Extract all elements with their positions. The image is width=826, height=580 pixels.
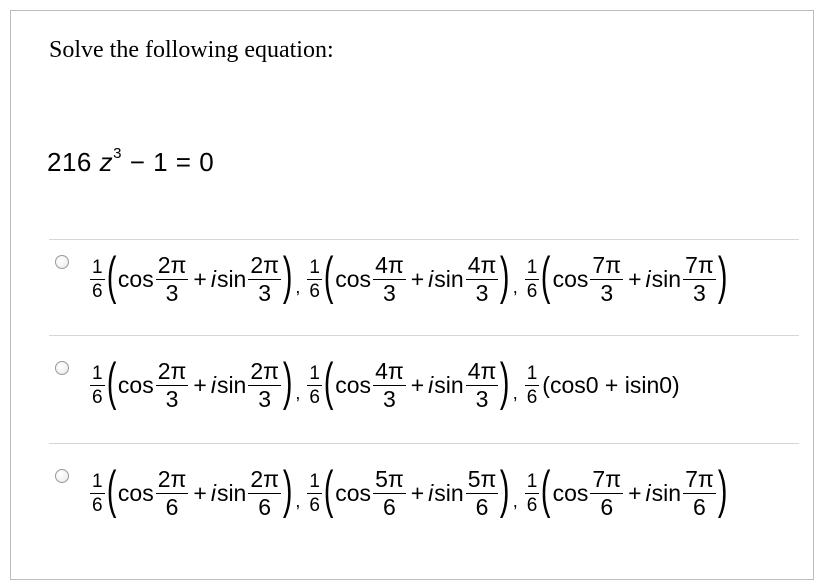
sin-label: sin — [651, 479, 682, 506]
answer-option-1[interactable] — [49, 243, 809, 315]
radio-button-option-3[interactable] — [55, 469, 69, 483]
sin-angle-fraction — [248, 357, 281, 412]
comma-separator: , — [295, 490, 301, 511]
equation-exp: 3 — [113, 145, 122, 163]
comma-separator: , — [512, 382, 518, 403]
sin-angle-fraction-denominator: 3 — [258, 385, 272, 412]
one-sixth-fraction — [90, 472, 105, 515]
left-paren: ( — [323, 461, 334, 519]
cos-label: cos — [552, 479, 589, 506]
left-paren: ( — [323, 247, 334, 305]
cos-angle-fraction-numerator: 4π — [375, 251, 404, 278]
sin-angle-fraction-numerator: 7π — [685, 465, 714, 492]
one-sixth-fraction-denominator: 6 — [309, 386, 320, 408]
cos-angle-fraction-denominator: 6 — [165, 493, 179, 520]
plus-sign: + — [628, 479, 642, 506]
plus-sign: + — [410, 371, 425, 398]
one-sixth-fraction-denominator: 6 — [309, 494, 320, 516]
one-sixth-fraction — [525, 364, 540, 407]
sin-angle-fraction-numerator: 7π — [685, 251, 714, 278]
sin-label: sin — [216, 371, 247, 398]
one-sixth-fraction-bar — [90, 385, 105, 386]
sin-label: sin — [434, 479, 464, 506]
plus-sign: + — [193, 265, 207, 292]
cos-angle-fraction-denominator: 3 — [383, 385, 396, 412]
sin-angle-fraction-denominator: 6 — [258, 493, 272, 520]
cos-angle-fraction — [590, 251, 623, 306]
left-paren: ( — [541, 461, 551, 519]
one-sixth-fraction — [525, 258, 540, 301]
one-sixth-fraction — [307, 472, 322, 515]
sin-angle-fraction-denominator: 6 — [693, 493, 706, 520]
sin-label: sin — [651, 265, 682, 292]
imaginary-unit: i — [210, 479, 216, 506]
right-paren: ) — [717, 461, 728, 519]
question-text: Solve the following equation: — [49, 37, 334, 63]
sin-angle-fraction-numerator: 2π — [250, 357, 280, 384]
imaginary-unit: i — [428, 265, 434, 292]
left-paren: ( — [541, 247, 551, 305]
sin-angle-fraction-numerator: 5π — [467, 465, 497, 492]
one-sixth-fraction-numerator: 1 — [526, 362, 538, 384]
one-sixth-fraction-numerator: 1 — [526, 256, 538, 278]
divider — [49, 443, 799, 444]
imaginary-unit: i — [428, 479, 434, 506]
radio-button-option-2[interactable] — [55, 361, 69, 375]
cos-angle-fraction-denominator: 3 — [600, 279, 614, 306]
one-sixth-fraction-numerator: 1 — [309, 362, 320, 384]
cos-angle-fraction-denominator: 6 — [600, 493, 614, 520]
one-sixth-fraction-numerator: 1 — [92, 470, 103, 492]
sin-angle-fraction — [248, 465, 281, 520]
cos-label: cos — [335, 265, 372, 292]
plus-sign: + — [628, 265, 642, 292]
right-paren: ) — [282, 353, 293, 411]
one-sixth-fraction-bar — [307, 279, 322, 280]
sin-angle-fraction-denominator: 3 — [475, 385, 489, 412]
one-sixth-fraction-denominator: 6 — [92, 280, 103, 302]
sin-angle-fraction-numerator: 4π — [467, 357, 497, 384]
imaginary-unit: i — [645, 265, 651, 292]
cos-label: cos — [552, 265, 589, 292]
one-sixth-fraction-bar — [525, 493, 540, 494]
sin-angle-fraction-numerator: 2π — [250, 465, 280, 492]
option-3-math — [89, 457, 728, 529]
sin-angle-fraction — [466, 465, 499, 520]
cos-angle-fraction — [156, 357, 189, 412]
cos-angle-fraction — [373, 465, 406, 520]
one-sixth-fraction-denominator: 6 — [526, 280, 538, 302]
divider — [49, 239, 799, 240]
comma-separator: , — [295, 382, 301, 403]
one-sixth-fraction-denominator: 6 — [309, 280, 320, 302]
plus-sign: + — [410, 265, 425, 292]
plus-sign: + — [410, 479, 425, 506]
one-sixth-fraction — [307, 258, 322, 301]
question-card — [10, 10, 814, 580]
sin-label: sin — [434, 371, 464, 398]
one-sixth-fraction-bar — [307, 493, 322, 494]
one-sixth-fraction-numerator: 1 — [92, 362, 103, 384]
sin-angle-fraction-denominator: 6 — [475, 493, 489, 520]
cos-label: cos — [117, 371, 154, 398]
cos-label: cos — [335, 371, 372, 398]
cos-angle-fraction-numerator: 5π — [375, 465, 404, 492]
equation-var: z — [99, 147, 114, 177]
one-sixth-fraction-bar — [90, 279, 105, 280]
one-sixth-fraction — [90, 364, 105, 407]
option-1-math — [89, 243, 728, 315]
sin-angle-fraction — [683, 251, 716, 306]
left-paren: ( — [323, 353, 334, 411]
right-paren: ) — [500, 247, 510, 305]
one-sixth-fraction-denominator: 6 — [92, 386, 103, 408]
cos-angle-fraction-numerator: 2π — [157, 251, 187, 278]
right-paren: ) — [717, 247, 728, 305]
one-sixth-fraction-numerator: 1 — [309, 256, 320, 278]
left-paren: ( — [106, 461, 117, 519]
comma-separator: , — [512, 490, 518, 511]
equation-rest: − 1 = 0 — [121, 147, 215, 177]
one-sixth-fraction-denominator: 6 — [526, 386, 538, 408]
cos-angle-fraction-numerator: 7π — [592, 251, 622, 278]
cos-angle-fraction-denominator: 3 — [165, 279, 179, 306]
sin-label: sin — [434, 265, 464, 292]
option-2-math — [89, 349, 680, 421]
one-sixth-fraction-bar — [525, 279, 540, 280]
one-sixth-fraction-bar — [307, 385, 322, 386]
right-paren: ) — [282, 247, 293, 305]
sin-angle-fraction — [248, 251, 281, 306]
cos-label: cos — [117, 479, 154, 506]
right-paren: ) — [282, 461, 293, 519]
one-sixth-fraction — [525, 472, 540, 515]
one-sixth-fraction — [307, 364, 322, 407]
right-paren: ) — [500, 353, 510, 411]
right-paren: ) — [500, 461, 510, 519]
sin-angle-fraction-numerator: 2π — [250, 251, 280, 278]
answer-option-3[interactable] — [49, 457, 809, 529]
sin-angle-fraction-denominator: 3 — [693, 279, 706, 306]
sin-angle-fraction-denominator: 3 — [258, 279, 272, 306]
one-sixth-fraction — [90, 258, 105, 301]
sin-angle-fraction-denominator: 3 — [475, 279, 489, 306]
cos-angle-fraction — [156, 465, 189, 520]
imaginary-unit: i — [428, 371, 434, 398]
answer-option-2[interactable] — [49, 349, 809, 421]
divider — [49, 335, 799, 336]
left-paren: ( — [106, 353, 117, 411]
cos-angle-fraction-denominator: 6 — [383, 493, 396, 520]
sin-angle-fraction-numerator: 4π — [467, 251, 497, 278]
sin-angle-fraction — [466, 251, 499, 306]
radio-button-option-1[interactable] — [55, 255, 69, 269]
cos-angle-fraction — [373, 357, 406, 412]
equation-coef: 216 — [47, 147, 92, 177]
imaginary-unit: i — [210, 371, 216, 398]
cos-angle-fraction-numerator: 7π — [592, 465, 622, 492]
real-root-term: (cos0 + isin0) — [542, 371, 680, 398]
comma-separator: , — [512, 276, 518, 297]
one-sixth-fraction-bar — [525, 385, 540, 386]
cos-label: cos — [117, 265, 154, 292]
cos-angle-fraction — [156, 251, 189, 306]
one-sixth-fraction-numerator: 1 — [92, 256, 103, 278]
cos-angle-fraction — [373, 251, 406, 306]
cos-angle-fraction-denominator: 3 — [165, 385, 179, 412]
equation — [47, 147, 214, 178]
one-sixth-fraction-bar — [90, 493, 105, 494]
plus-sign: + — [193, 371, 207, 398]
cos-angle-fraction-numerator: 4π — [375, 357, 404, 384]
cos-angle-fraction-numerator: 2π — [157, 465, 187, 492]
plus-sign: + — [193, 479, 207, 506]
cos-angle-fraction-denominator: 3 — [383, 279, 396, 306]
imaginary-unit: i — [645, 479, 651, 506]
cos-angle-fraction-numerator: 2π — [157, 357, 187, 384]
left-paren: ( — [106, 247, 117, 305]
cos-angle-fraction — [590, 465, 623, 520]
one-sixth-fraction-denominator: 6 — [526, 494, 538, 516]
sin-angle-fraction — [466, 357, 499, 412]
sin-label: sin — [216, 479, 247, 506]
imaginary-unit: i — [210, 265, 216, 292]
cos-label: cos — [335, 479, 372, 506]
one-sixth-fraction-numerator: 1 — [309, 470, 320, 492]
one-sixth-fraction-numerator: 1 — [526, 470, 538, 492]
comma-separator: , — [295, 276, 301, 297]
one-sixth-fraction-denominator: 6 — [92, 494, 103, 516]
sin-angle-fraction — [683, 465, 716, 520]
sin-label: sin — [216, 265, 247, 292]
